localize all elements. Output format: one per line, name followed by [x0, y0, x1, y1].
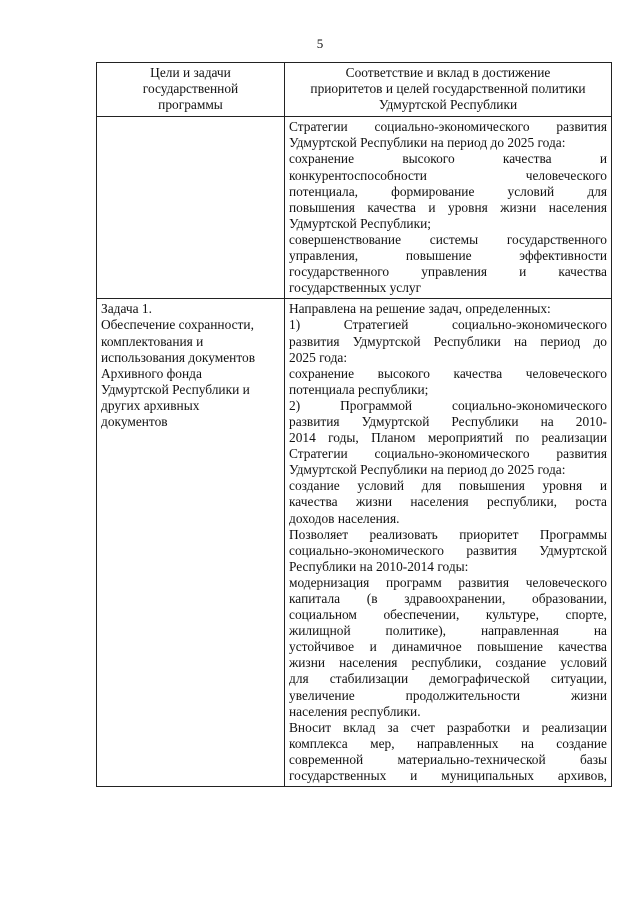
- text-line: государственных услуг: [289, 280, 422, 296]
- text-line: государственных и муниципальных архивов,: [289, 768, 607, 784]
- text-line: Стратегии социально-экономического развития: [289, 119, 607, 135]
- text-line: 2025 года:: [289, 349, 348, 365]
- row-1-right-cell: [285, 117, 612, 299]
- text-line: Вносит вклад за счет разработки и реализации: [289, 719, 607, 735]
- text-line: качества жизни населения республики, роста: [289, 494, 607, 510]
- text-line: устойчивое и динамичное повышение качества: [289, 639, 607, 655]
- task-text-line: Обеспечение сохранности,: [101, 317, 254, 333]
- text-line: социально-экономического развития Удмуртской: [289, 542, 607, 558]
- text-line: социальном обеспечении, культуре, спорте,: [289, 607, 607, 623]
- task-text-line: других архивных: [101, 397, 200, 413]
- header-text-line: программы: [158, 97, 223, 113]
- header-text-line: Соответствие и вклад в достижение: [345, 65, 551, 80]
- task-text-line: использования документов: [101, 349, 256, 365]
- text-line: комплекса мер, направленных на создание: [289, 735, 607, 751]
- task-text-line: документов: [101, 413, 168, 429]
- text-line: совершенствование системы государственного: [289, 231, 607, 247]
- text-line: управления, повышение эффективности: [289, 248, 607, 264]
- text-line: Направлена на решение задач, определенных:: [289, 301, 551, 317]
- header-cell-goals: [97, 63, 285, 117]
- text-line: конкурентоспособности человеческого: [289, 167, 607, 183]
- header-text-line: приоритетов и целей государственной политики: [310, 81, 586, 97]
- text-line: 1) Стратегией социально-экономического: [289, 317, 607, 333]
- task-text-line: Удмуртской Республики и: [101, 381, 250, 397]
- text-line: развития Удмуртской Республики на период до: [289, 333, 607, 349]
- page-number: 5: [316, 36, 324, 51]
- text-line: жизни населения республики, создание условий: [289, 655, 607, 671]
- task-text-line: Задача 1.: [101, 301, 152, 317]
- text-line: Республики на 2010-2014 годы:: [289, 558, 469, 574]
- text-line: сохранение высокого качества человеческого: [289, 365, 607, 381]
- header-text-line: Удмуртской Республики: [378, 97, 518, 113]
- header-cell-contribution: [285, 63, 612, 117]
- text-line: потенциала республики;: [289, 381, 429, 397]
- text-line: повышения качества и уровня жизни населения: [289, 199, 607, 215]
- header-text-line: Цели и задачи: [150, 65, 231, 80]
- text-line: жилищной политике), направленная на: [289, 623, 607, 639]
- table-row: [97, 117, 612, 299]
- task-1-contribution-cell: [285, 299, 612, 787]
- text-line: Удмуртской Республики на период до 2025 года:: [289, 462, 566, 478]
- text-line: современной материально-технической базы: [289, 751, 607, 767]
- text-line: Позволяет реализовать приоритет Программы: [289, 526, 607, 542]
- text-line: населения республики.: [289, 703, 421, 719]
- task-text-line: комплектования и: [101, 333, 204, 349]
- text-line: доходов населения.: [289, 510, 400, 526]
- text-line: капитала (в здравоохранении, образовании,: [289, 591, 607, 606]
- text-line: государственного управления и качества: [289, 264, 607, 280]
- text-line: создание условий для повышения уровня и: [289, 478, 607, 494]
- table-row: [97, 299, 612, 787]
- text-line: сохранение высокого качества и: [289, 151, 607, 167]
- goals-table: [96, 62, 612, 787]
- header-text-line: государственной: [142, 81, 239, 97]
- text-line: потенциала, формирование условий для: [289, 183, 607, 199]
- text-line: увеличение продолжительности жизни: [289, 687, 607, 703]
- text-line: Удмуртской Республики;: [289, 215, 431, 231]
- row-1-left-cell: [97, 117, 285, 299]
- text-line: 2014 годы, Планом мероприятий по реализации: [289, 430, 607, 446]
- text-line: развития Удмуртской Республики на 2010-: [289, 413, 607, 429]
- text-line: модернизация программ развития человеческого: [289, 574, 607, 590]
- text-line: Удмуртской Республики на период до 2025 года:: [289, 135, 566, 151]
- task-text-line: Архивного фонда: [101, 365, 202, 381]
- text-line: Стратегии социально-экономического развития: [289, 446, 607, 462]
- task-1-cell: [97, 299, 285, 787]
- text-line: для стабилизации демографической ситуации,: [289, 671, 607, 687]
- table-header-row: [97, 63, 612, 117]
- text-line: 2) Программой социально-экономического: [289, 397, 607, 413]
